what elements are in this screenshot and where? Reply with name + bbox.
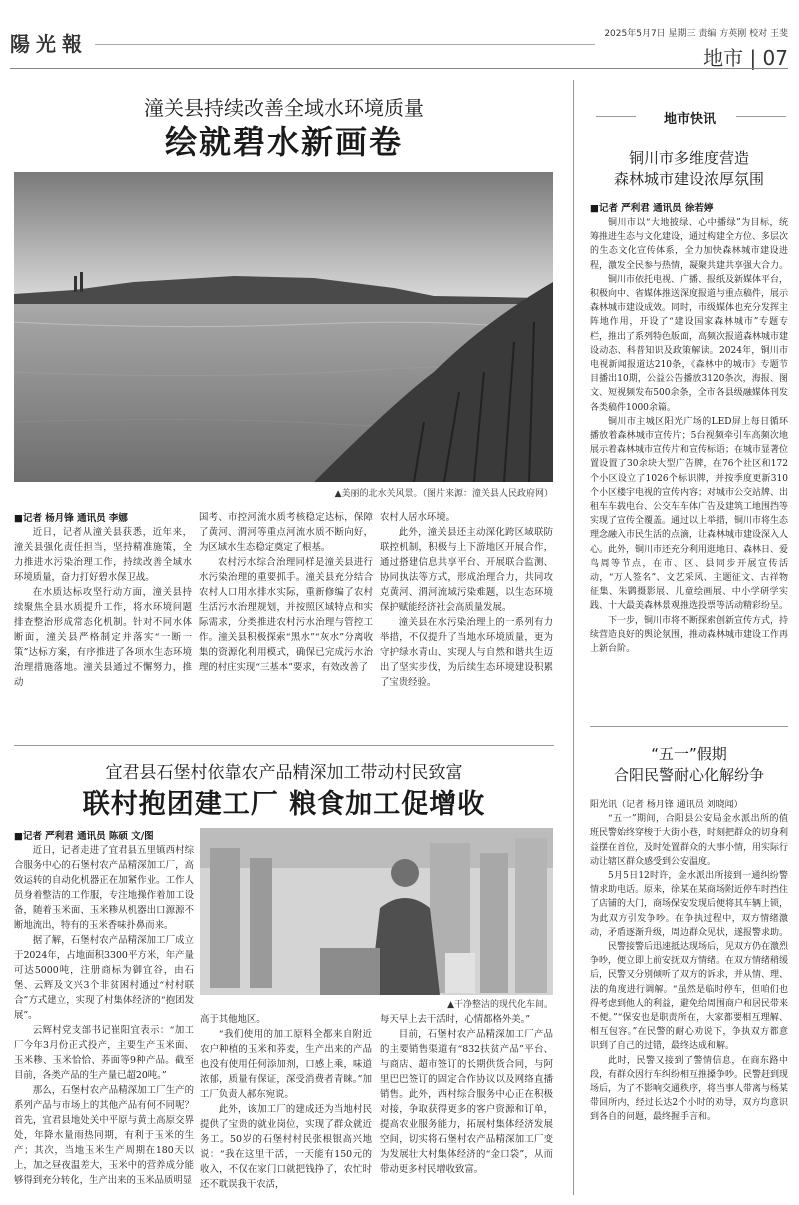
paragraph: 此外，该加工厂的建成还为当地村民提供了宝贵的就业岗位，实现了群众就近务工。50岁的石堡村村民张根银高兴地说：“我在这里干活，一天能有150元的收入，不仅在家门口就把钱挣了，农忙时还不耽误我干农活， bbox=[200, 1104, 372, 1190]
paragraph: 铜川市主城区阳光广场的LED屏上每日循环播放着森林城市宣传片；5台视频牵引车高频次地展示着森林城市宣传片和宣传标语；在城市显著位置设置了30余块大型广告牌，在76个社区和172个小区设立了1026个标识牌，并按季度更新310个小区楼宇电视的宣传内容；对城市公交站牌、出租车车载电台、公交车车体广告及建筑工地围挡等实现了宣传全覆盖。通过以上举措，铜川市将生态理念融入市民生活的点滴，让森林城市建设深入人心。此外，铜川市还充分利用逛地日、森林日、爱鸟周等节点，在市、区、县同步开展宣传活动，“万人签名”、文艺采风、主题征文、古祥物征集、朱鹮摄影展、儿童绘画展、中小学研学实践、十大最美森林景观推选投票等活动精彩纷呈。 bbox=[590, 416, 789, 612]
story1-photo-caption: ▲美丽的北水关风景。（图片来源：潼关县人民政府网） bbox=[334, 489, 553, 499]
factory-workshop-illustration bbox=[200, 828, 553, 995]
story1-column-1 bbox=[14, 525, 192, 690]
paragraph: 此时，民警又接到了警情信息，在商东路中段，有群众因行车纠纷相互推搡争吵。民警赶到现场后，为了不影响交通秩序，将当事人带离与杨某带回所内，经过长达2个小时的劝导，双方均意识到各自的问题，最终握手言和。 bbox=[590, 1055, 789, 1123]
paragraph: 每天早上去干活时，心情都格外美。” bbox=[380, 1014, 531, 1025]
column-divider bbox=[573, 80, 574, 1195]
paragraph: 近日，记者走进了宜君县五里镇西村综合服务中心的石堡村农产品精深加工厂，高效运转的自动化机器正在加紧作业。工作人员身着整洁的工作服，专注地操作着加工设备，随着玉米面、玉米糁从机器出口源源不断地流出，特有的玉米香味扑鼻而来。 bbox=[14, 845, 194, 931]
story2-byline: ■记者 严利君 通讯员 陈硕 文/图 bbox=[14, 831, 154, 842]
story1-byline: ■记者 杨月锋 通讯员 李娜 bbox=[14, 513, 128, 524]
paragraph: 近日，记者从潼关县获悉，近年来，潼关县强化责任担当，坚持精准施策，全力推进水污染治理工作，持续改善全域水环境质量，奋力打好碧水保卫战。 bbox=[14, 527, 192, 583]
top-rule bbox=[10, 68, 788, 69]
factory-workshop-photo bbox=[200, 828, 553, 995]
story-divider bbox=[14, 745, 554, 746]
edition-info: 2025年5月7日 星期三 责编 方英刚 校对 王斐 bbox=[604, 29, 788, 39]
sidebar-story-b-body bbox=[590, 798, 788, 1125]
paragraph: 农村人居水环境。 bbox=[380, 512, 456, 523]
paragraph: 民警接警后迅速抵达现场后，见双方仍在激烈争吵，便立即上前安抚双方情绪。在双方情绪稍缓后，民警又分别倾听了双方的诉求，并从情、理、法的角度进行调解。“虽然是临时停车，但咱们也得考虑到他人的利益，避免给周围商户和居民带来不便。”“保安也是职责所在，大家都要相互理解、相互包容。”在民警的耐心劝说下，争执双方都意识到了自己的过错，最终达成和解。 bbox=[590, 942, 789, 1052]
story2-column-3 bbox=[380, 1012, 553, 1177]
sidebar-divider bbox=[590, 726, 788, 727]
sidebar-story-b-byline: 阳光讯（记者 杨月锋 通讯员 刘晓闻） bbox=[590, 800, 743, 810]
sidebar-story-a-headline bbox=[590, 148, 788, 190]
story2-subhead: 宜君县石堡村依靠农产品精深加工带动村民致富 bbox=[105, 763, 463, 783]
headline-line: 森林城市建设浓厚氛围 bbox=[613, 170, 764, 188]
paragraph: 据了解，石堡村农产品精深加工厂成立于2024年，占地面积3300平方米，年产量可达5000吨，注册商标为御宜谷，由石堡、云辉及文兴3个非贫困村通过“村村联合”方式建立，实现了村集体经济的“抱团发展”。 bbox=[14, 935, 194, 1021]
sidebar-label: 地市快讯 bbox=[663, 112, 716, 127]
paragraph: 目前，石堡村农产品精深加工厂产品的主要销售渠道有“832扶贫产品”平台、与商店、超市签订的长期供货合同，与阿里巴巴签订的固定合作协议以及网络直播销售。此外，西村综合服务中心正在积极对接，争取获得更多的客户资源和订单，提高农业服务能力，拓展村集体经济发展空间，切实将石堡村农产品精深加工厂变为发展壮大村集体经济的“金口袋”，从而带动更多村民增收致富。 bbox=[380, 1029, 553, 1175]
paragraph: 铜川市以“大地披绿、心中播绿”为目标，统筹推进生态与文化建设，通过构建全方位、多层次的生态文化宣传体系，全力加快森林城市建设进程，激发全民参与热情，凝聚共建共享强大合力。 bbox=[590, 218, 789, 271]
paragraph: 铜川市依托电视、广播、报纸及新媒体平台，积极向中、省媒体推送深度报道与重点稿件，展示森林城市建设成效。同时，市级媒体也充分发挥主阵地作用，开设了“建设国家森林城市”专题专栏，推出了系列特色版面，高频次报道森林城市建设动态、科普知识及政策解读。2024年，铜川市电视新闻报道达210条，《森林中的城市》专题节目播出10期，公益公告播放3120条次，海报、图文、短视频发布500余条，全市各县级融媒体刊发各类稿件1000余篇。 bbox=[590, 274, 789, 413]
paragraph: 国考、市控河流水质考核稳定达标，保障了黄河、渭河等重点河流水质不断向好，为区域水生态稳定奠定了根基。 bbox=[199, 512, 373, 553]
river-landscape-illustration bbox=[14, 172, 553, 482]
paragraph: 那么，石堡村农产品精深加工厂生产的系列产品与市场上的其他产品有何不同呢？首先，宜君县地处关中平原与黄土高原交界处，年降水量雨热同期，有利于玉米的生产；其次，当地玉米生产周期在180天以上，加之昼夜温差大，玉米中的营养成分能够得到充分转化，生产出来的玉米品质明显 bbox=[14, 1085, 194, 1186]
story1-headline: 绘就碧水新画卷 bbox=[164, 123, 403, 161]
headline-line: 铜川市多维度营造 bbox=[628, 149, 749, 167]
paragraph: 潼关县在水污染治理上的一系列有力举措，不仅提升了当地水环境质量，更为守护绿水青山、实现人与自然和谐共生迈出了坚实步伐，为后续生态环境建设积累了宝贵经验。 bbox=[380, 617, 553, 688]
paragraph: “五一”期间，合阳县公安局金水派出所的值班民警始终穿梭于大街小巷，时刻把群众的切身利益摆在首位，及时处置群众的大事小情，用实际行动让辖区群众感受到公安温度。 bbox=[590, 814, 789, 867]
story2-headline: 联村抱团建工厂 粮食加工促增收 bbox=[82, 789, 486, 820]
masthead-logo: 陽光報 bbox=[10, 32, 88, 56]
sidebar-story-a-byline: ■记者 严利君 通讯员 徐若婷 bbox=[590, 203, 714, 214]
paragraph: 此外，潼关县还主动深化跨区域联防联控机制，积极与上下游地区开展合作，通过搭建信息共享平台、开展联合监测、协同执法等方式，形成治理合力，共同攻克黄河、渭河流域污染难题，以生态环境保护赋能经济社会高质量发展。 bbox=[380, 527, 553, 613]
paragraph: “我们使用的加工原料全都来自附近农户种植的玉米和荞麦，生产出来的产品也没有使用任何添加剂，口感上乘，味道浓郁，质量有保证，深受消费者青睐。”加工厂负责人郝东宛说。 bbox=[200, 1029, 372, 1100]
story2-column-1 bbox=[14, 843, 194, 1188]
story1-subhead: 潼关县持续改善全域水环境质量 bbox=[144, 96, 424, 120]
headline-line: 合阳民警耐心化解纷争 bbox=[613, 766, 764, 784]
story2-column-2 bbox=[200, 1012, 372, 1192]
paragraph: 云辉村党支部书记崔阳宜表示：“加工厂今年3月份正式投产，主要生产玉米面、玉米糁、玉米恰恰、荞面等9种产品。截至目前，各类产品的生产量已超20吨。” bbox=[14, 1025, 194, 1081]
headline-line: “五一”假期 bbox=[651, 745, 727, 763]
paragraph: 下一步，铜川市将不断探索创新宣传方式，持续营造良好的舆论氛围，推动森林城市建设工作再上新台阶。 bbox=[590, 615, 789, 655]
paragraph: 5月5日12时许，金水派出所接到一通纠纷警情求助电话。原来，徐某在某商场附近停车时挡住了店铺的大门，商场保安发现后便将其车辆上锁，为此双方引发争吵。在争执过程中，双方情绪激动，矛盾逐渐升级，周边群众见状，遂报警求助。 bbox=[590, 871, 789, 938]
paragraph: 在水质达标攻坚行动方面，潼关县持续聚焦全县水质提升工作，将水环境问题排查整治形成常态化机制。针对不同水体断面，潼关县严格制定并落实“一断一策”达标方案，有序推进了各项水生态环境治理措施落地。潼关县通过不懈努力，推动 bbox=[14, 587, 192, 688]
story2-photo-caption: ▲干净整洁的现代化车间。 bbox=[447, 1000, 553, 1010]
story1-column-3 bbox=[380, 510, 553, 690]
sidebar-story-b-headline bbox=[590, 744, 788, 786]
story1-column-2 bbox=[199, 510, 373, 675]
masthead-divider bbox=[95, 44, 595, 45]
section-tag: 地市 | 07 bbox=[703, 46, 788, 70]
paragraph: 农村污水综合治理同样是潼关县进行水污染治理的重要抓手。潼关县充分结合农村人口用水排水实际，重新修编了农村生活污水治理规划，并按照区域特点和实际需求，分类推进农村污水治理与管控工作。潼关县积极探索“黑水”“灰水”分离收集的资源化利用模式，确保已完成污水治理的村庄实现“三基本”要求，有效改善了 bbox=[199, 557, 373, 673]
paragraph: 高于其他地区。 bbox=[200, 1014, 266, 1025]
sidebar-story-a-body bbox=[590, 216, 788, 656]
river-landscape-photo bbox=[14, 172, 553, 482]
